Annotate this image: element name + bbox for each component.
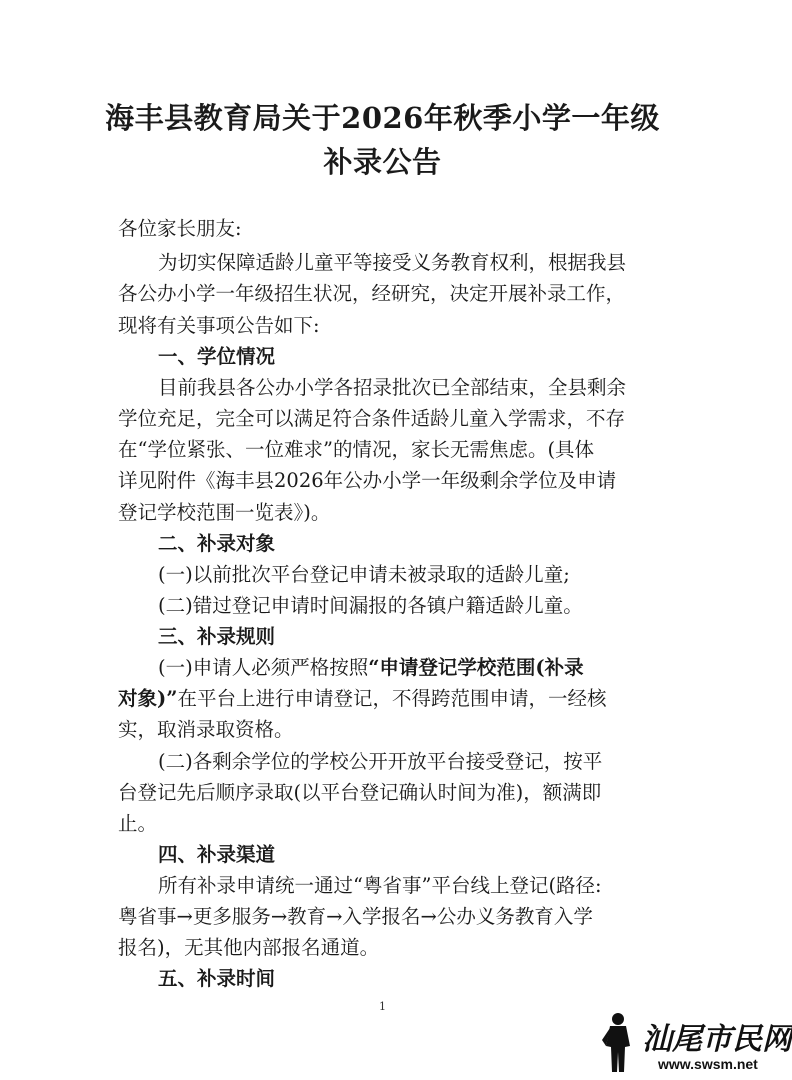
- section-2-line-1: (一)以前批次平台登记申请未被录取的适龄儿童;: [158, 563, 570, 586]
- section-3-line-2-text: 在平台上进行申请登记，不得跨范围申请，一经核: [177, 687, 607, 710]
- section-3-line-5: 台登记先后顺序录取(以平台登记确认时间为准)，额满即: [118, 781, 602, 804]
- section-1-line-3: 在“学位紧张、一位难求”的情况，家长无需焦虑。(具体: [118, 438, 595, 461]
- section-4-line-1: 所有补录申请统一通过“粤省事”平台线上登记(路径:: [158, 874, 602, 897]
- section-5-heading: 五、补录时间: [158, 967, 276, 990]
- watermark-brand: 汕尾市民网: [642, 1022, 792, 1057]
- section-2-heading: 二、补录对象: [158, 532, 276, 555]
- section-1-line-4: 详见附件《海丰县2026年公办小学一年级剩余学位及申请: [118, 469, 617, 492]
- section-3-line-2: [118, 686, 606, 712]
- section-3-heading: 三、补录规则: [158, 625, 276, 648]
- section-3-line-2-emphasis: 对象)”: [118, 687, 178, 710]
- section-4-heading: 四、补录渠道: [158, 843, 276, 866]
- section-1-line-1: 目前我县各公办小学各招录批次已全部结束，全县剩余: [158, 376, 627, 399]
- section-1-heading: 一、学位情况: [158, 345, 276, 368]
- person-silhouette-icon: [598, 1010, 642, 1076]
- document-title-line2: 补录公告: [323, 145, 442, 179]
- section-3-line-1: [158, 655, 584, 681]
- section-3-line-6: 止。: [118, 812, 158, 835]
- greeting: 各位家长朋友:: [118, 217, 242, 240]
- document-title-line1: 海丰县教育局关于2026年秋季小学一年级: [105, 101, 660, 135]
- watermark-url: www.swsm.net: [658, 1056, 758, 1072]
- section-4-line-2: 粤省事→更多服务→教育→入学报名→公办义务教育入学: [118, 905, 593, 928]
- section-4-line-3: 报名)，无其他内部报名通道。: [118, 936, 380, 959]
- intro-line-2: 各公办小学一年级招生状况，经研究，决定开展补录工作，: [118, 282, 626, 305]
- site-watermark: [598, 1010, 792, 1076]
- section-1-line-2: 学位充足，完全可以满足符合条件适龄儿童入学需求，不存: [118, 407, 626, 430]
- page-number: 1: [379, 1000, 386, 1013]
- section-3-line-1-text: (一)申请人必须严格按照: [158, 656, 369, 679]
- section-3-line-3: 实，取消录取资格。: [118, 718, 294, 741]
- section-2-line-2: (二)错过登记申请时间漏报的各镇户籍适龄儿童。: [158, 594, 583, 617]
- intro-line-3: 现将有关事项公告如下:: [118, 314, 320, 337]
- section-1-line-5: 登记学校范围一览表》)。: [118, 501, 331, 524]
- section-3-line-4: (二)各剩余学位的学校公开开放平台接受登记，按平: [158, 750, 603, 773]
- intro-line-1: 为切实保障适龄儿童平等接受义务教育权利，根据我县: [158, 251, 627, 274]
- section-3-line-1-emphasis: “申请登记学校范围(补录: [368, 656, 584, 679]
